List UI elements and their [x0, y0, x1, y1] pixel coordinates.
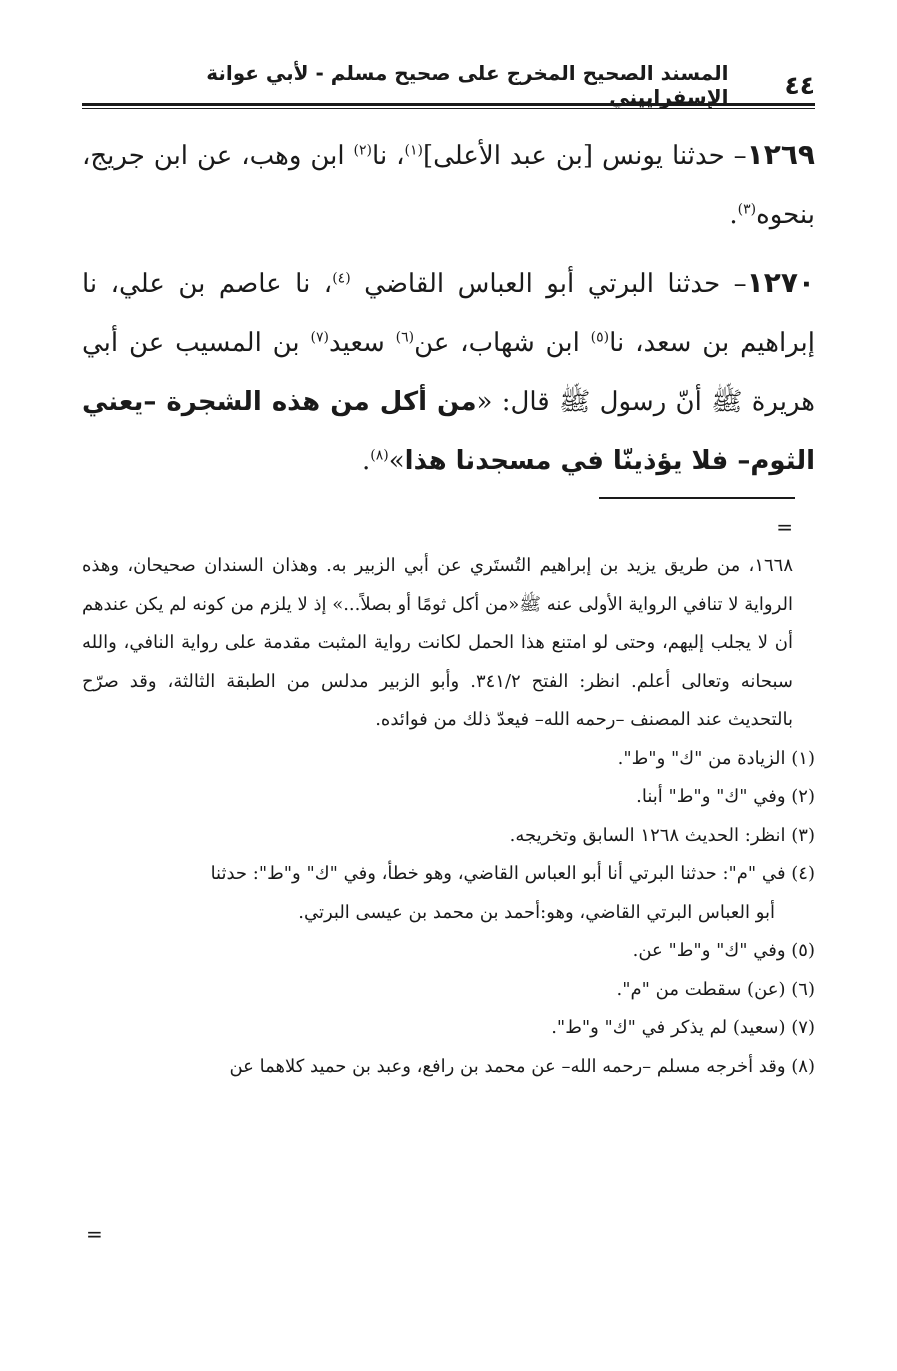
- footnote-label: (٦): [791, 978, 815, 1000]
- footnote-4-continued: أبو العباس البرتي القاضي، وهو:أحمد بن محمد بن عيسى البرتي.: [298, 901, 775, 923]
- hadith-text: ، نا: [372, 141, 405, 171]
- footnote-label: (٣): [791, 824, 815, 846]
- hadith-text: بن المسيب عن أبي هريرة ﷺ أنّ رسول ﷺ قال: «: [82, 328, 815, 417]
- main-text: [82, 125, 815, 499]
- footnote-1: [82, 740, 815, 779]
- footnote-5: [82, 932, 815, 971]
- footnote-ref: (٨): [370, 447, 389, 464]
- footnote-text: الزيادة من "ك" و"ط".: [617, 747, 792, 769]
- footnote-text: وقد أخرجه مسلم –رحمه الله– عن محمد بن رافع، وعبد بن حميد كلاهما عن: [229, 1055, 792, 1077]
- footnote-label: (٢): [791, 786, 815, 807]
- footnote-text: وفي "ك" و"ط" أبنا.: [636, 786, 792, 807]
- hadith-matn: من أكل من هذه الشجرة –يعني الثوم– فلا يؤذينّا في مسجدنا هذا: [82, 387, 815, 476]
- hadith-text: سعيد: [328, 328, 396, 358]
- hadith-text: ، نا عاصم بن علي، نا إبراهيم بن سعد، نا: [82, 269, 815, 358]
- hadith-1270: [82, 253, 815, 491]
- footnote-label: (٨): [791, 1055, 815, 1077]
- footnote-text: (عن) سقطت من "م".: [616, 978, 792, 1000]
- footnote-label: (٥): [791, 940, 815, 961]
- page-number: ٤٤: [784, 70, 815, 100]
- hadith-number: ١٢٦٩: [746, 138, 815, 171]
- footnote-text: في "م": حدثنا البرتي أنا أبو العباس القاضي، وهو خطأ، وفي "ك" و"ط": حدثنا: [210, 863, 792, 884]
- hadith-text: .: [729, 200, 738, 230]
- header-rule-thick: [82, 103, 815, 106]
- hadith-1269: [82, 125, 815, 245]
- header-rule-thin: [82, 108, 815, 109]
- footnotes: [82, 547, 815, 1086]
- footnote-ref: (٣): [737, 201, 757, 218]
- hadith-text: »: [388, 446, 405, 476]
- footnote-divider: [599, 497, 795, 499]
- footnote-ref: (١): [404, 142, 423, 159]
- running-header: [82, 61, 815, 109]
- footnote-7: [82, 1009, 815, 1048]
- book-title: المسند الصحيح المخرج على صحيح مسلم - لأبي عوانة الإسفراييني: [206, 61, 729, 109]
- end-continuation-mark: =: [86, 1222, 103, 1246]
- footnote-6: [82, 971, 815, 1010]
- continuation-mark: =: [776, 515, 793, 539]
- hadith-text: .: [362, 446, 371, 476]
- hadith-number: ١٢٧٠: [746, 266, 816, 299]
- footnote-text: (سعيد) لم يذكر في "ك" و"ط".: [551, 1017, 792, 1038]
- hadith-text: – حدثنا يونس [بن عبد الأعلى]: [422, 141, 747, 171]
- hadith-text: ابن وهب، عن ابن جريج، بنحوه: [82, 141, 815, 230]
- footnote-ref: (٧): [310, 329, 329, 346]
- footnote-2: [82, 778, 815, 817]
- footnote-label: (٧): [791, 1017, 815, 1038]
- footnote-text: وفي "ك" و"ط" عن.: [632, 940, 792, 961]
- footnote-ref: (٤): [332, 270, 351, 287]
- footnote-label: (٤): [791, 863, 815, 884]
- footnote-label: (١): [791, 747, 815, 769]
- footnote-8: [82, 1048, 815, 1087]
- footnote-3: [82, 817, 815, 856]
- footnote-continuation: ١٦٦٨، من طريق يزيد بن إبراهيم التُستَري عن أبي الزبير به. وهذان السندان صحيحان، وهذه الرواية لا تنافي الرواية الأولى عنه ﷺ«من أكل ثومًا أو بصلاً...» إذ لا يلزم من كونه لم يكن عندهم أن لا يجلب إليهم، وحتى لو امتنع هذا الحمل لكانت رواية المثبت مقدمة على رواية النافي، والله سبحانه وتعالى أعلم. انظر: الفتح ٣٤١/٢. وأبو الزبير مدلس من الطبقة الثالثة، وقد صرّح بالتحديث عند المصنف –رحمه الله– فيعدّ ذلك من فوائده.: [82, 555, 794, 730]
- hadith-text: ابن شهاب، عن: [414, 328, 591, 358]
- hadith-text: – حدثنا البرتي أبو العباس القاضي: [350, 269, 747, 299]
- footnote-text: انظر: الحديث ١٢٦٨ السابق وتخريجه.: [509, 824, 792, 846]
- footnote-ref: (٥): [590, 329, 610, 346]
- footnote-ref: (٦): [395, 329, 415, 346]
- footnote-4: [82, 855, 815, 894]
- footnote-ref: (٢): [353, 142, 373, 159]
